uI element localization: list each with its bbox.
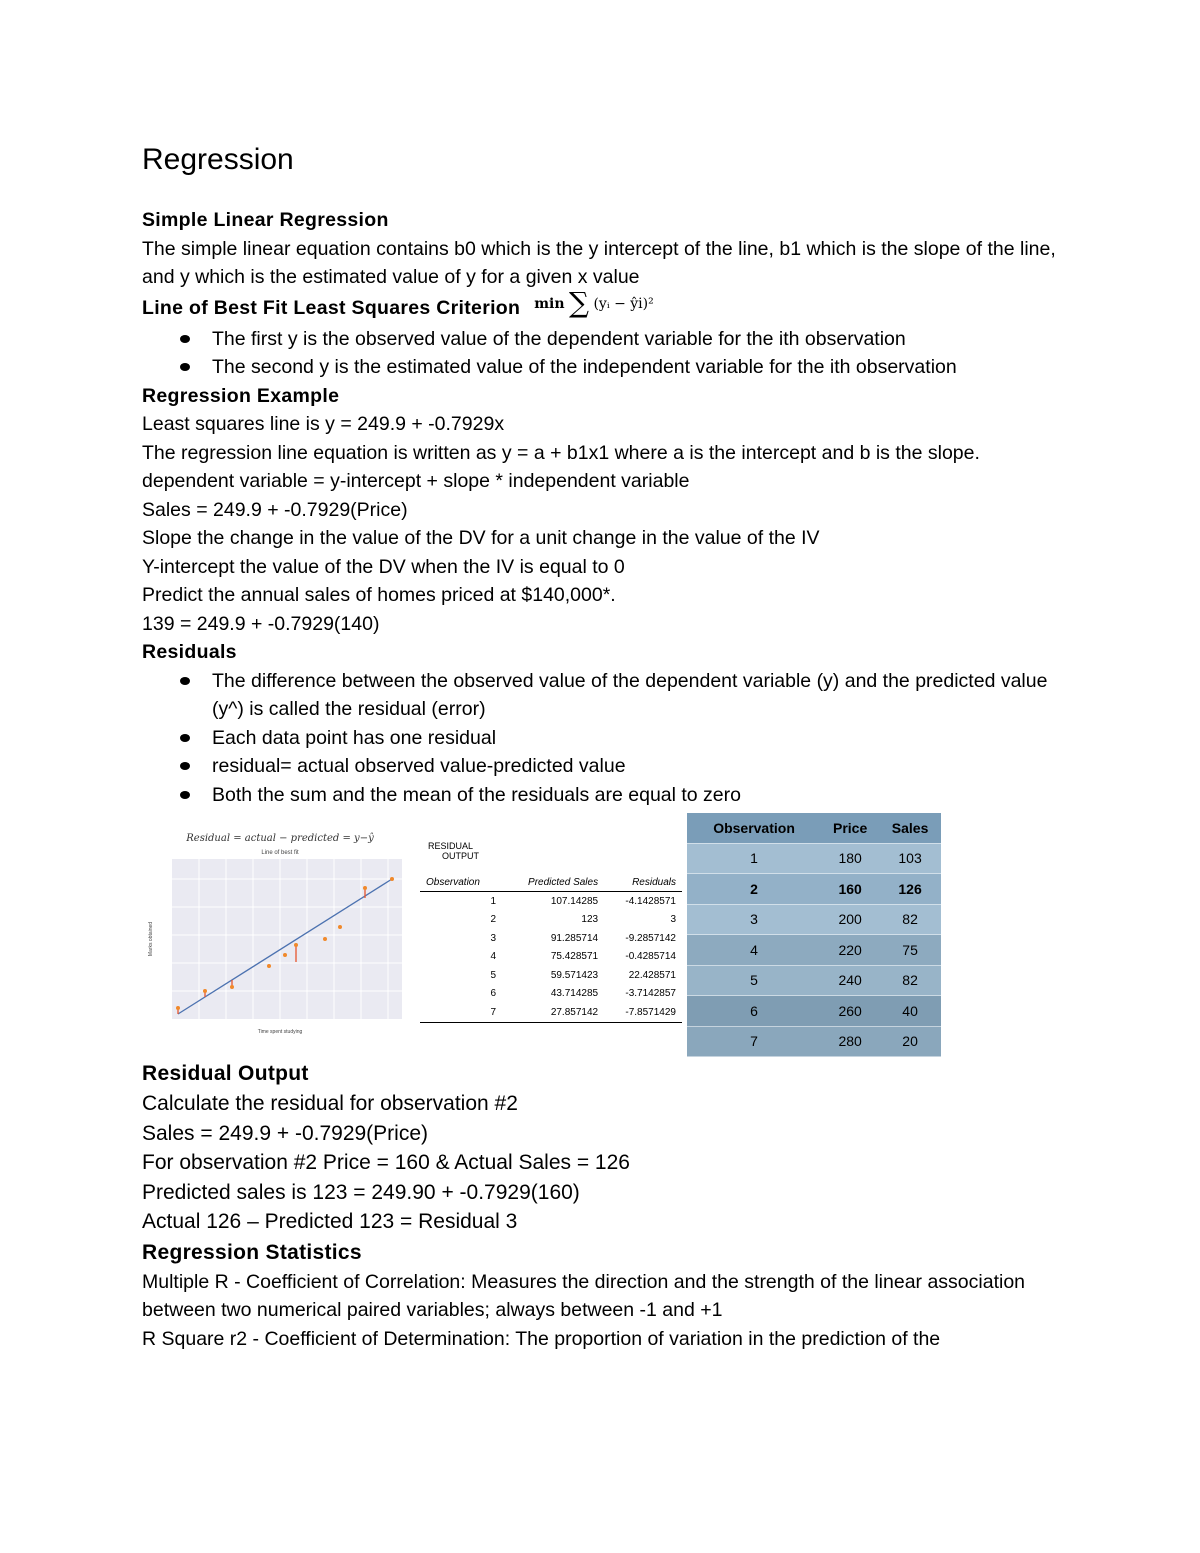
heading-least-squares: Line of Best Fit Least Squares Criterion bbox=[142, 296, 521, 319]
table-cell: 240 bbox=[821, 965, 879, 996]
list-item: residual= actual observed value-predicted value bbox=[212, 752, 1062, 781]
table-cell: 75 bbox=[879, 935, 941, 966]
table-cell: 59.571423 bbox=[550, 969, 599, 981]
heading-residual-output: Residual Output bbox=[142, 1062, 309, 1085]
table-cell: 6 bbox=[490, 988, 497, 1000]
table-cell: 220 bbox=[821, 935, 879, 966]
column-header: Predicted Sales bbox=[502, 873, 604, 892]
table-row bbox=[687, 874, 941, 905]
column-header: Price bbox=[821, 813, 879, 843]
example-line: Y-intercept the value of the DV when the IV is equal to 0 bbox=[142, 555, 625, 578]
table-cell: 280 bbox=[821, 1026, 879, 1057]
table-row bbox=[687, 843, 941, 874]
x-axis-label: Time spent studying bbox=[257, 1029, 303, 1035]
table-cell: 20 bbox=[879, 1026, 941, 1057]
table-row bbox=[420, 948, 682, 967]
table-cell: 1 bbox=[490, 895, 497, 907]
list-item: The second y is the estimated value of the independent variable for the ith observation bbox=[212, 353, 1062, 382]
table-cell: 180 bbox=[821, 843, 879, 874]
document-content bbox=[142, 140, 1062, 1353]
table-cell: -7.8571429 bbox=[604, 1003, 682, 1022]
table-row bbox=[420, 929, 682, 948]
residual-output-caption bbox=[428, 841, 682, 873]
table-cell: 2 bbox=[490, 914, 497, 926]
plot-area bbox=[172, 859, 402, 1019]
table-cell: 91.285714 bbox=[550, 932, 599, 944]
table-cell: 1 bbox=[687, 843, 821, 874]
example-line: 139 = 249.9 + -0.7929(140) bbox=[142, 612, 380, 635]
column-header: Observation bbox=[420, 873, 502, 892]
heading-regression-example: Regression Example bbox=[142, 384, 340, 407]
table-cell: 22.428571 bbox=[628, 969, 676, 981]
figures-row bbox=[140, 813, 1062, 1048]
table-cell: 4 bbox=[490, 951, 497, 963]
table-cell: 3 bbox=[670, 914, 676, 926]
statistics-line: Multiple R - Coefficient of Correlation: Measures the direction and the strength of the linear association bbox=[142, 1270, 1026, 1293]
column-header: Sales bbox=[879, 813, 941, 843]
table-row bbox=[687, 965, 941, 996]
table-cell: 160 bbox=[821, 874, 879, 905]
table-cell: 82 bbox=[879, 965, 941, 996]
table-cell: 7 bbox=[687, 1026, 821, 1057]
list-item: Each data point has one residual bbox=[212, 724, 1062, 753]
residual-plot-svg bbox=[140, 827, 406, 1035]
table-cell: 75.428571 bbox=[550, 951, 599, 963]
plot-title: Line of best fit bbox=[261, 850, 299, 856]
example-line: dependent variable = y-intercept + slope * independent variable bbox=[142, 470, 690, 492]
y-axis-label: Marks obtained bbox=[148, 921, 154, 957]
table-row bbox=[420, 892, 682, 911]
paragraph-simple-linear: The simple linear equation contains b0 which is the y intercept of the line, b1 which is the slope of the line, and y which is the estimated value of y for a given x value bbox=[142, 237, 1056, 288]
example-line: The regression line equation is written as y = a + b1x1 where a is the intercept and b is the slope. bbox=[142, 441, 980, 464]
least-squares-formula bbox=[534, 286, 654, 319]
sigma-symbol: ∑ bbox=[569, 285, 589, 319]
table-row bbox=[687, 904, 941, 935]
table-cell: 7 bbox=[420, 1003, 502, 1022]
caption-line: OUTPUT bbox=[442, 851, 479, 861]
formula-min: min bbox=[534, 295, 565, 312]
statistics-line: between two numerical paired variables; always between -1 and +1 bbox=[142, 1299, 723, 1322]
table-cell: 4 bbox=[687, 935, 821, 966]
table-header-row bbox=[687, 813, 941, 843]
heading-regression-statistics: Regression Statistics bbox=[142, 1240, 362, 1264]
caption-line: RESIDUAL bbox=[428, 841, 474, 851]
table-cell: 2 bbox=[687, 874, 821, 905]
table-cell: 82 bbox=[879, 904, 941, 935]
table-row bbox=[420, 985, 682, 1004]
table-header-row bbox=[420, 873, 682, 892]
table-cell: 27.857142 bbox=[502, 1003, 604, 1022]
table-cell: 200 bbox=[821, 904, 879, 935]
example-line: Predict the annual sales of homes priced at $140,000*. bbox=[142, 584, 616, 606]
table-row bbox=[687, 996, 941, 1027]
example-line: Sales = 249.9 + -0.7929(Price) bbox=[142, 498, 408, 521]
residual-output-line: Predicted sales is 123 = 249.90 + -0.7929(160) bbox=[142, 1180, 580, 1204]
table-cell: 260 bbox=[821, 996, 879, 1027]
table-cell: 123 bbox=[581, 914, 599, 926]
residual-output-line: For observation #2 Price = 160 & Actual Sales = 126 bbox=[142, 1151, 630, 1175]
table-cell: 3 bbox=[687, 904, 821, 935]
least-squares-heading-row bbox=[142, 285, 1062, 325]
list-item: Both the sum and the mean of the residuals are equal to zero bbox=[212, 781, 1062, 810]
table-cell: -0.4285714 bbox=[625, 951, 676, 963]
heading-simple-linear-regression: Simple Linear Regression bbox=[142, 209, 389, 231]
formula-expression: (yᵢ − ŷi)² bbox=[593, 295, 654, 312]
table-cell: 3 bbox=[490, 932, 497, 944]
table-cell: -3.7142857 bbox=[625, 988, 676, 1000]
example-line: Least squares line is y = 249.9 + -0.7929x bbox=[142, 413, 505, 435]
residual-output-line: Sales = 249.9 + -0.7929(Price) bbox=[142, 1121, 429, 1145]
column-header: Residuals bbox=[604, 873, 682, 892]
table-cell: -9.2857142 bbox=[625, 932, 676, 944]
table-cell: 5 bbox=[687, 965, 821, 996]
table-cell: 43.714285 bbox=[550, 988, 599, 1000]
residual-formula-text: Residual = actual − predicted = y−ŷ bbox=[186, 833, 374, 844]
observation-table-figure bbox=[687, 813, 941, 1050]
statistics-line: R Square r2 - Coefficient of Determination: The proportion of variation in the prediction of the bbox=[142, 1327, 941, 1350]
table-row bbox=[687, 1026, 941, 1057]
list-item: The difference between the observed value of the dependent variable (y) and the predicted value (y^) is called the residual (error) bbox=[212, 667, 1062, 724]
table-cell: 126 bbox=[879, 874, 941, 905]
table-cell: 103 bbox=[879, 843, 941, 874]
residual-output-table bbox=[420, 873, 682, 1023]
table-row bbox=[420, 966, 682, 985]
least-squares-bullets bbox=[142, 325, 1062, 382]
observation-table bbox=[687, 813, 941, 1057]
table-row bbox=[420, 911, 682, 930]
page-title: Regression bbox=[142, 143, 294, 176]
column-header: Observation bbox=[687, 813, 821, 843]
table-cell: 40 bbox=[879, 996, 941, 1027]
residual-output-figure bbox=[420, 841, 682, 1027]
residual-output-line: Calculate the residual for observation #2 bbox=[142, 1092, 518, 1115]
residual-output-line: Actual 126 – Predicted 123 = Residual 3 bbox=[142, 1210, 518, 1234]
table-cell: 6 bbox=[687, 996, 821, 1027]
residuals-bullets bbox=[142, 667, 1062, 810]
heading-residuals: Residuals bbox=[142, 641, 237, 663]
table-cell: -4.1428571 bbox=[625, 895, 676, 907]
table-row bbox=[687, 935, 941, 966]
residual-plot-figure bbox=[140, 827, 406, 1035]
table-cell: 107.14285 bbox=[550, 895, 599, 907]
table-row bbox=[420, 1003, 682, 1022]
list-item: The first y is the observed value of the dependent variable for the ith observation bbox=[212, 325, 1062, 354]
table-cell: 5 bbox=[490, 969, 497, 981]
example-line: Slope the change in the value of the DV for a unit change in the value of the IV bbox=[142, 527, 820, 549]
